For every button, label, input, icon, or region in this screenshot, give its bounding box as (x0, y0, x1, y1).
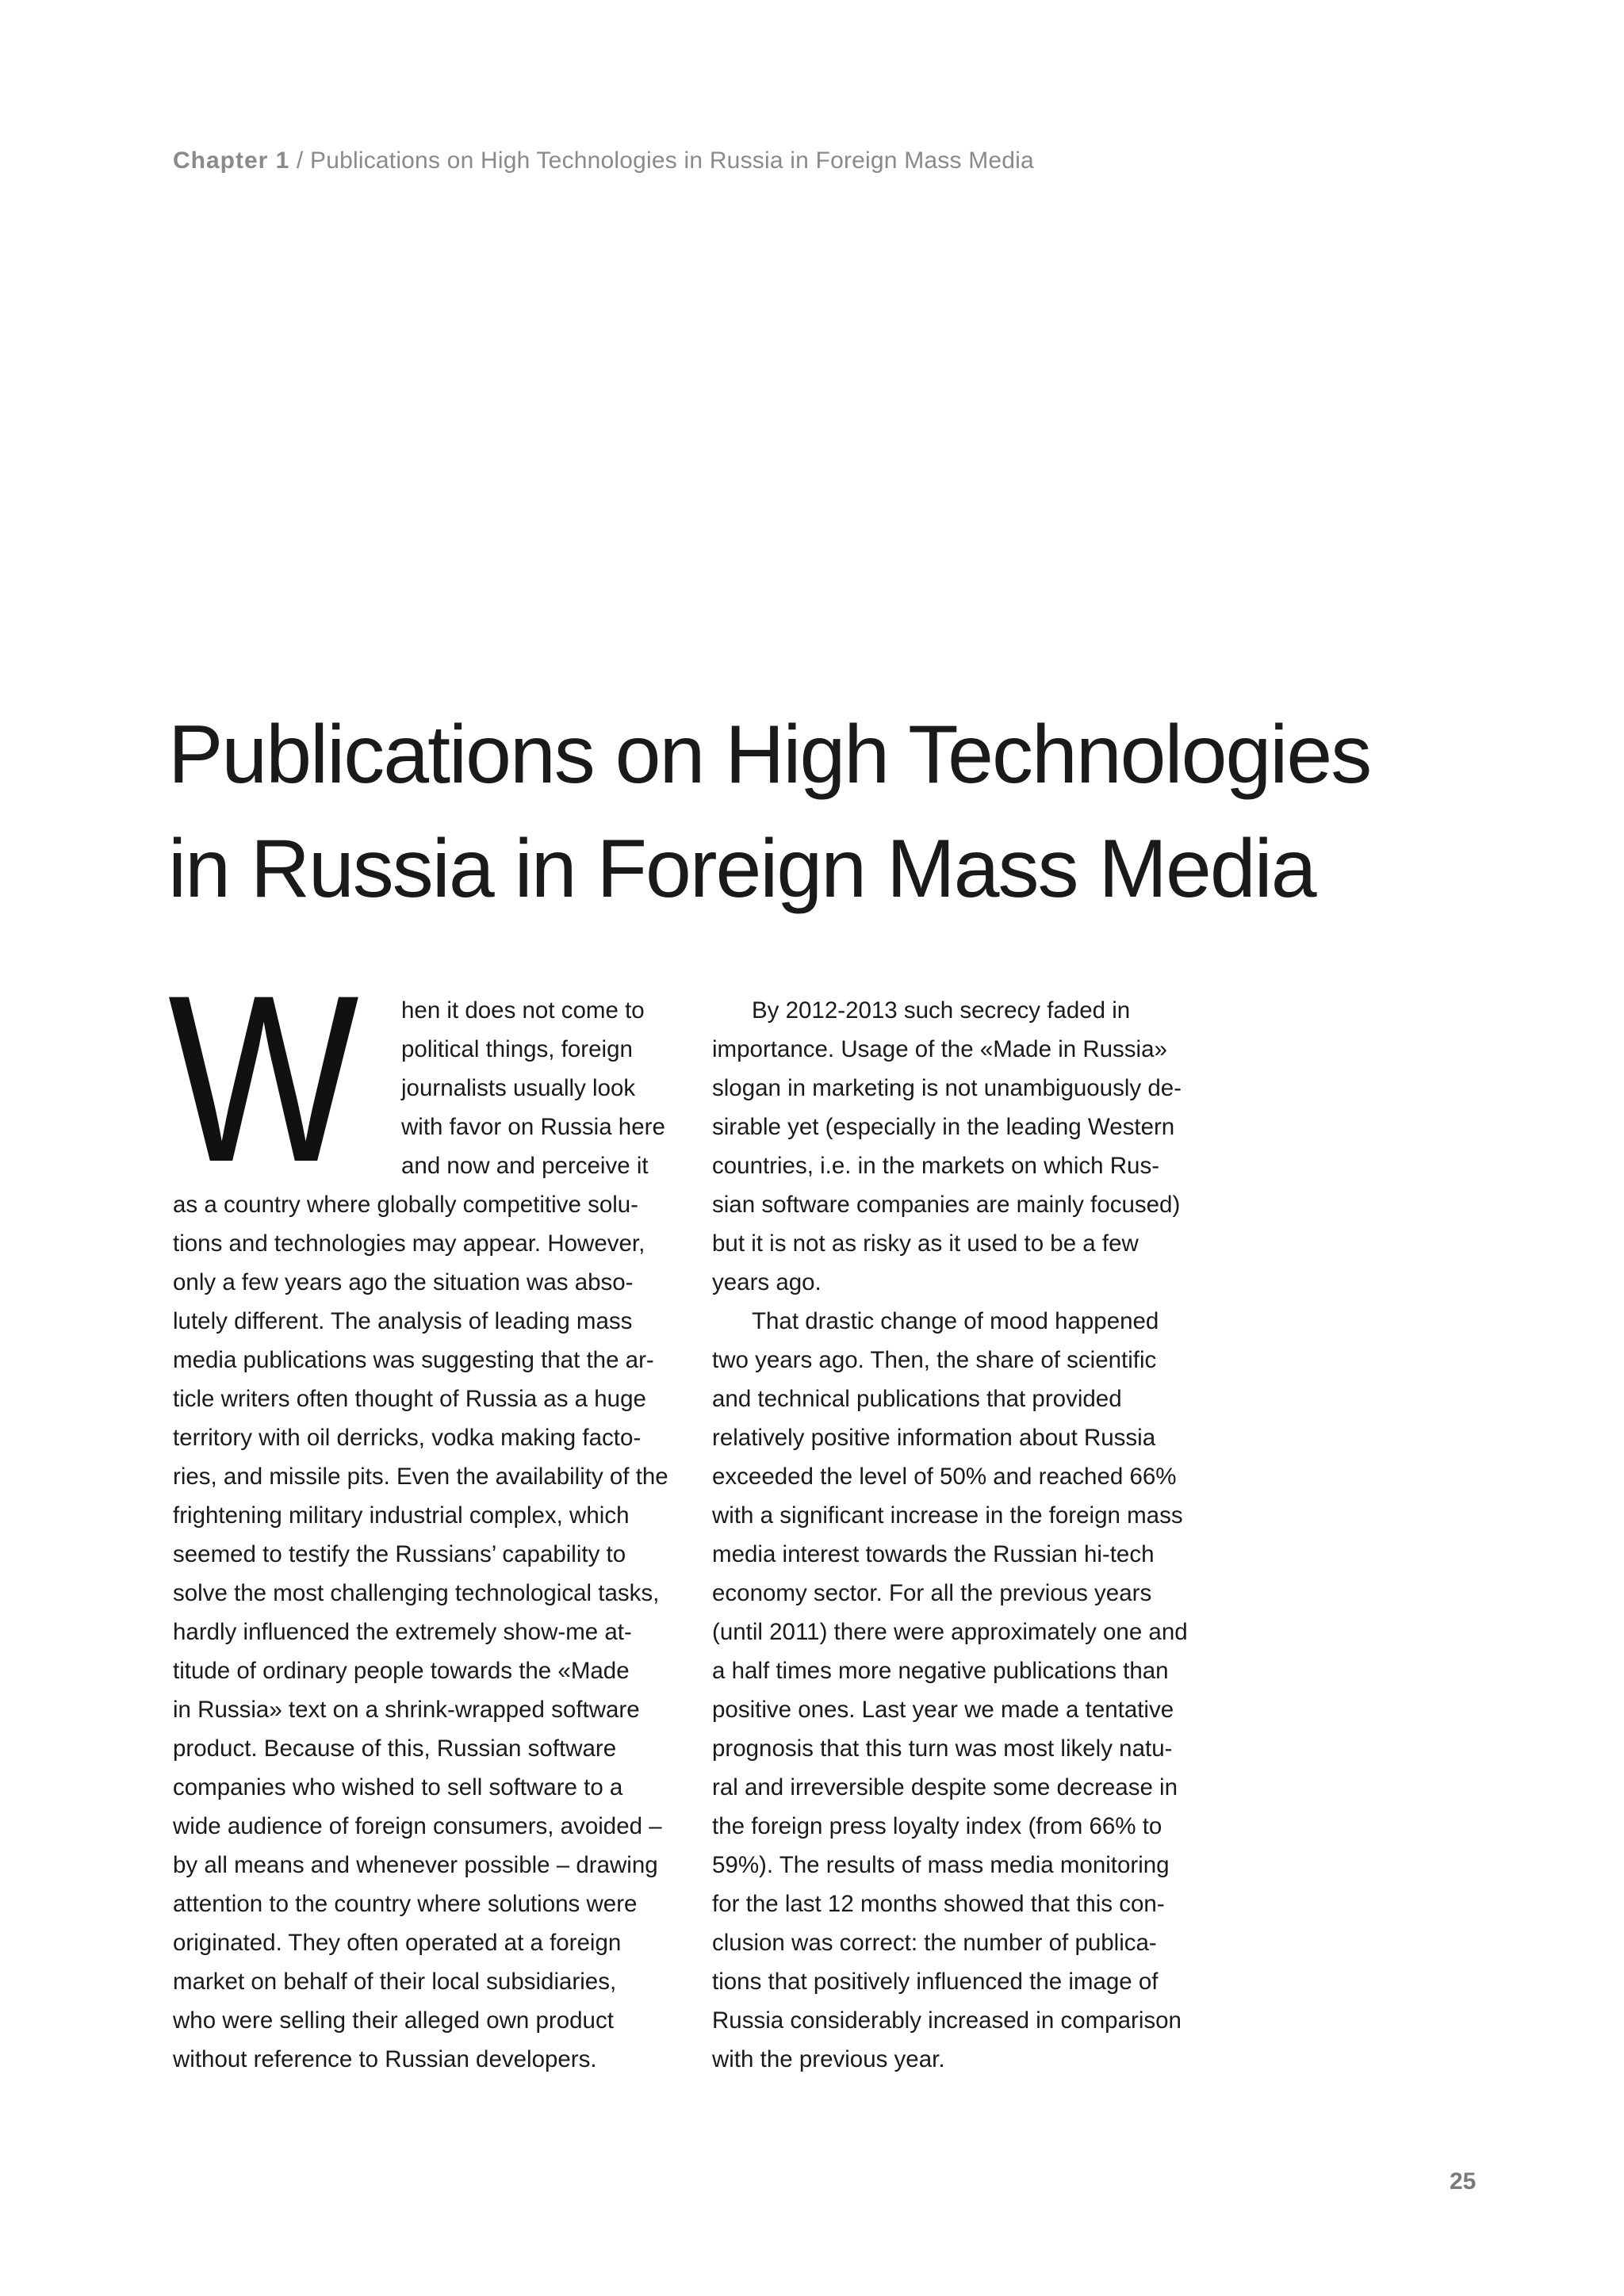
paragraph-line: and now and perceive it (401, 1153, 649, 1179)
paragraph-line: tions and technologies may appear. However, (173, 1230, 645, 1257)
paragraph-line: who were selling their alleged own product (173, 2007, 614, 2034)
paragraph-line: sian software companies are mainly focused) (712, 1192, 1181, 1218)
paragraph-line: That drastic change of mood happened (752, 1308, 1159, 1334)
paragraph-line: importance. Usage of the «Made in Russia» (712, 1036, 1167, 1062)
paragraph-line: ral and irreversible despite some decrease in (712, 1774, 1178, 1800)
paragraph-line: without reference to Russian developers. (173, 2046, 597, 2072)
paragraph-line: prognosis that this turn was most likely natu- (712, 1735, 1173, 1762)
paragraph-line: political things, foreign (401, 1036, 633, 1062)
paragraph-line: and technical publications that provided (712, 1386, 1122, 1412)
paragraph-line: countries, i.e. in the markets on which Rus- (712, 1153, 1160, 1179)
paragraph-line: relatively positive information about Russia (712, 1425, 1156, 1451)
page-number: 25 (1450, 2168, 1477, 2195)
paragraph-line: by all means and whenever possible – drawing (173, 1852, 658, 1878)
chapter-label: Chapter 1 (173, 147, 290, 174)
paragraph-line: 59%). The results of mass media monitoring (712, 1852, 1170, 1878)
paragraph-line: Russia considerably increased in comparison (712, 2007, 1182, 2034)
paragraph-line: hardly influenced the extremely show-me at- (173, 1619, 632, 1645)
page-title-line-2: in Russia in Foreign Mass Media (168, 823, 1316, 915)
paragraph-line: journalists usually look (401, 1075, 636, 1101)
paragraph-line: hen it does not come to (401, 997, 645, 1024)
left-column (173, 991, 680, 2079)
paragraph-line: exceeded the level of 50% and reached 66% (712, 1464, 1177, 1490)
paragraph-line: attention to the country where solutions were (173, 1891, 638, 1917)
drop-cap: W (168, 945, 353, 1211)
page-title-line-1: Publications on High Technologies (168, 709, 1371, 801)
paragraph-line: frightening military industrial complex, which (173, 1502, 630, 1529)
paragraph-line: with the previous year. (712, 2046, 945, 2072)
paragraph-line: with a significant increase in the foreign mass (712, 1502, 1183, 1529)
paragraph-line: (until 2011) there were approximately one and (712, 1619, 1188, 1645)
paragraph-line: wide audience of foreign consumers, avoided – (173, 1813, 662, 1839)
right-column (712, 991, 1220, 2079)
paragraph-line: solve the most challenging technological tasks, (173, 1580, 660, 1606)
paragraph-line: but it is not as risky as it used to be a few (712, 1230, 1139, 1257)
paragraph-line: tions that positively influenced the image of (712, 1969, 1159, 1995)
paragraph-line: ticle writers often thought of Russia as a huge (173, 1386, 646, 1412)
paragraph-line: By 2012-2013 such secrecy faded in (752, 997, 1131, 1024)
paragraph-line: years ago. (712, 1269, 822, 1295)
paragraph-line: product. Because of this, Russian software (173, 1735, 617, 1762)
paragraph-line: two years ago. Then, the share of scientific (712, 1347, 1157, 1373)
paragraph-line: ries, and missile pits. Even the availability of the (173, 1464, 668, 1490)
header-separator: / (289, 147, 310, 174)
paragraph-line: for the last 12 months showed that this con- (712, 1891, 1165, 1917)
paragraph-line: only a few years ago the situation was abso- (173, 1269, 634, 1295)
paragraph-line: originated. They often operated at a foreign (173, 1930, 622, 1956)
paragraph-line: lutely different. The analysis of leading mass (173, 1308, 633, 1334)
header-section-title: Publications on High Technologies in Russia in Foreign Mass Media (309, 147, 1034, 174)
paragraph-line: territory with oil derricks, vodka making facto- (173, 1425, 642, 1451)
paragraph-line: slogan in marketing is not unambiguously de- (712, 1075, 1182, 1101)
paragraph-line: with favor on Russia here (401, 1114, 665, 1140)
paragraph-line: a half times more negative publications than (712, 1658, 1169, 1684)
paragraph-line: companies who wished to sell software to a (173, 1774, 623, 1800)
paragraph-line: the foreign press loyalty index (from 66% to (712, 1813, 1162, 1839)
paragraph-line: positive ones. Last year we made a tentative (712, 1697, 1174, 1723)
paragraph-line: sirable yet (especially in the leading Western (712, 1114, 1175, 1140)
paragraph-line: in Russia» text on a shrink-wrapped software (173, 1697, 640, 1723)
paragraph-line: economy sector. For all the previous years (712, 1580, 1152, 1606)
running-header (173, 147, 1034, 174)
paragraph-line: media interest towards the Russian hi-tech (712, 1541, 1155, 1567)
paragraph-line: market on behalf of their local subsidiaries, (173, 1969, 617, 1995)
page-title (168, 698, 1469, 926)
paragraph-line: titude of ordinary people towards the «Made (173, 1658, 630, 1684)
paragraph-line: as a country where globally competitive solu- (173, 1192, 639, 1218)
paragraph-line: seemed to testify the Russians’ capability to (173, 1541, 626, 1567)
paragraph-line: media publications was suggesting that the ar- (173, 1347, 654, 1373)
paragraph-line: clusion was correct: the number of publica- (712, 1930, 1157, 1956)
